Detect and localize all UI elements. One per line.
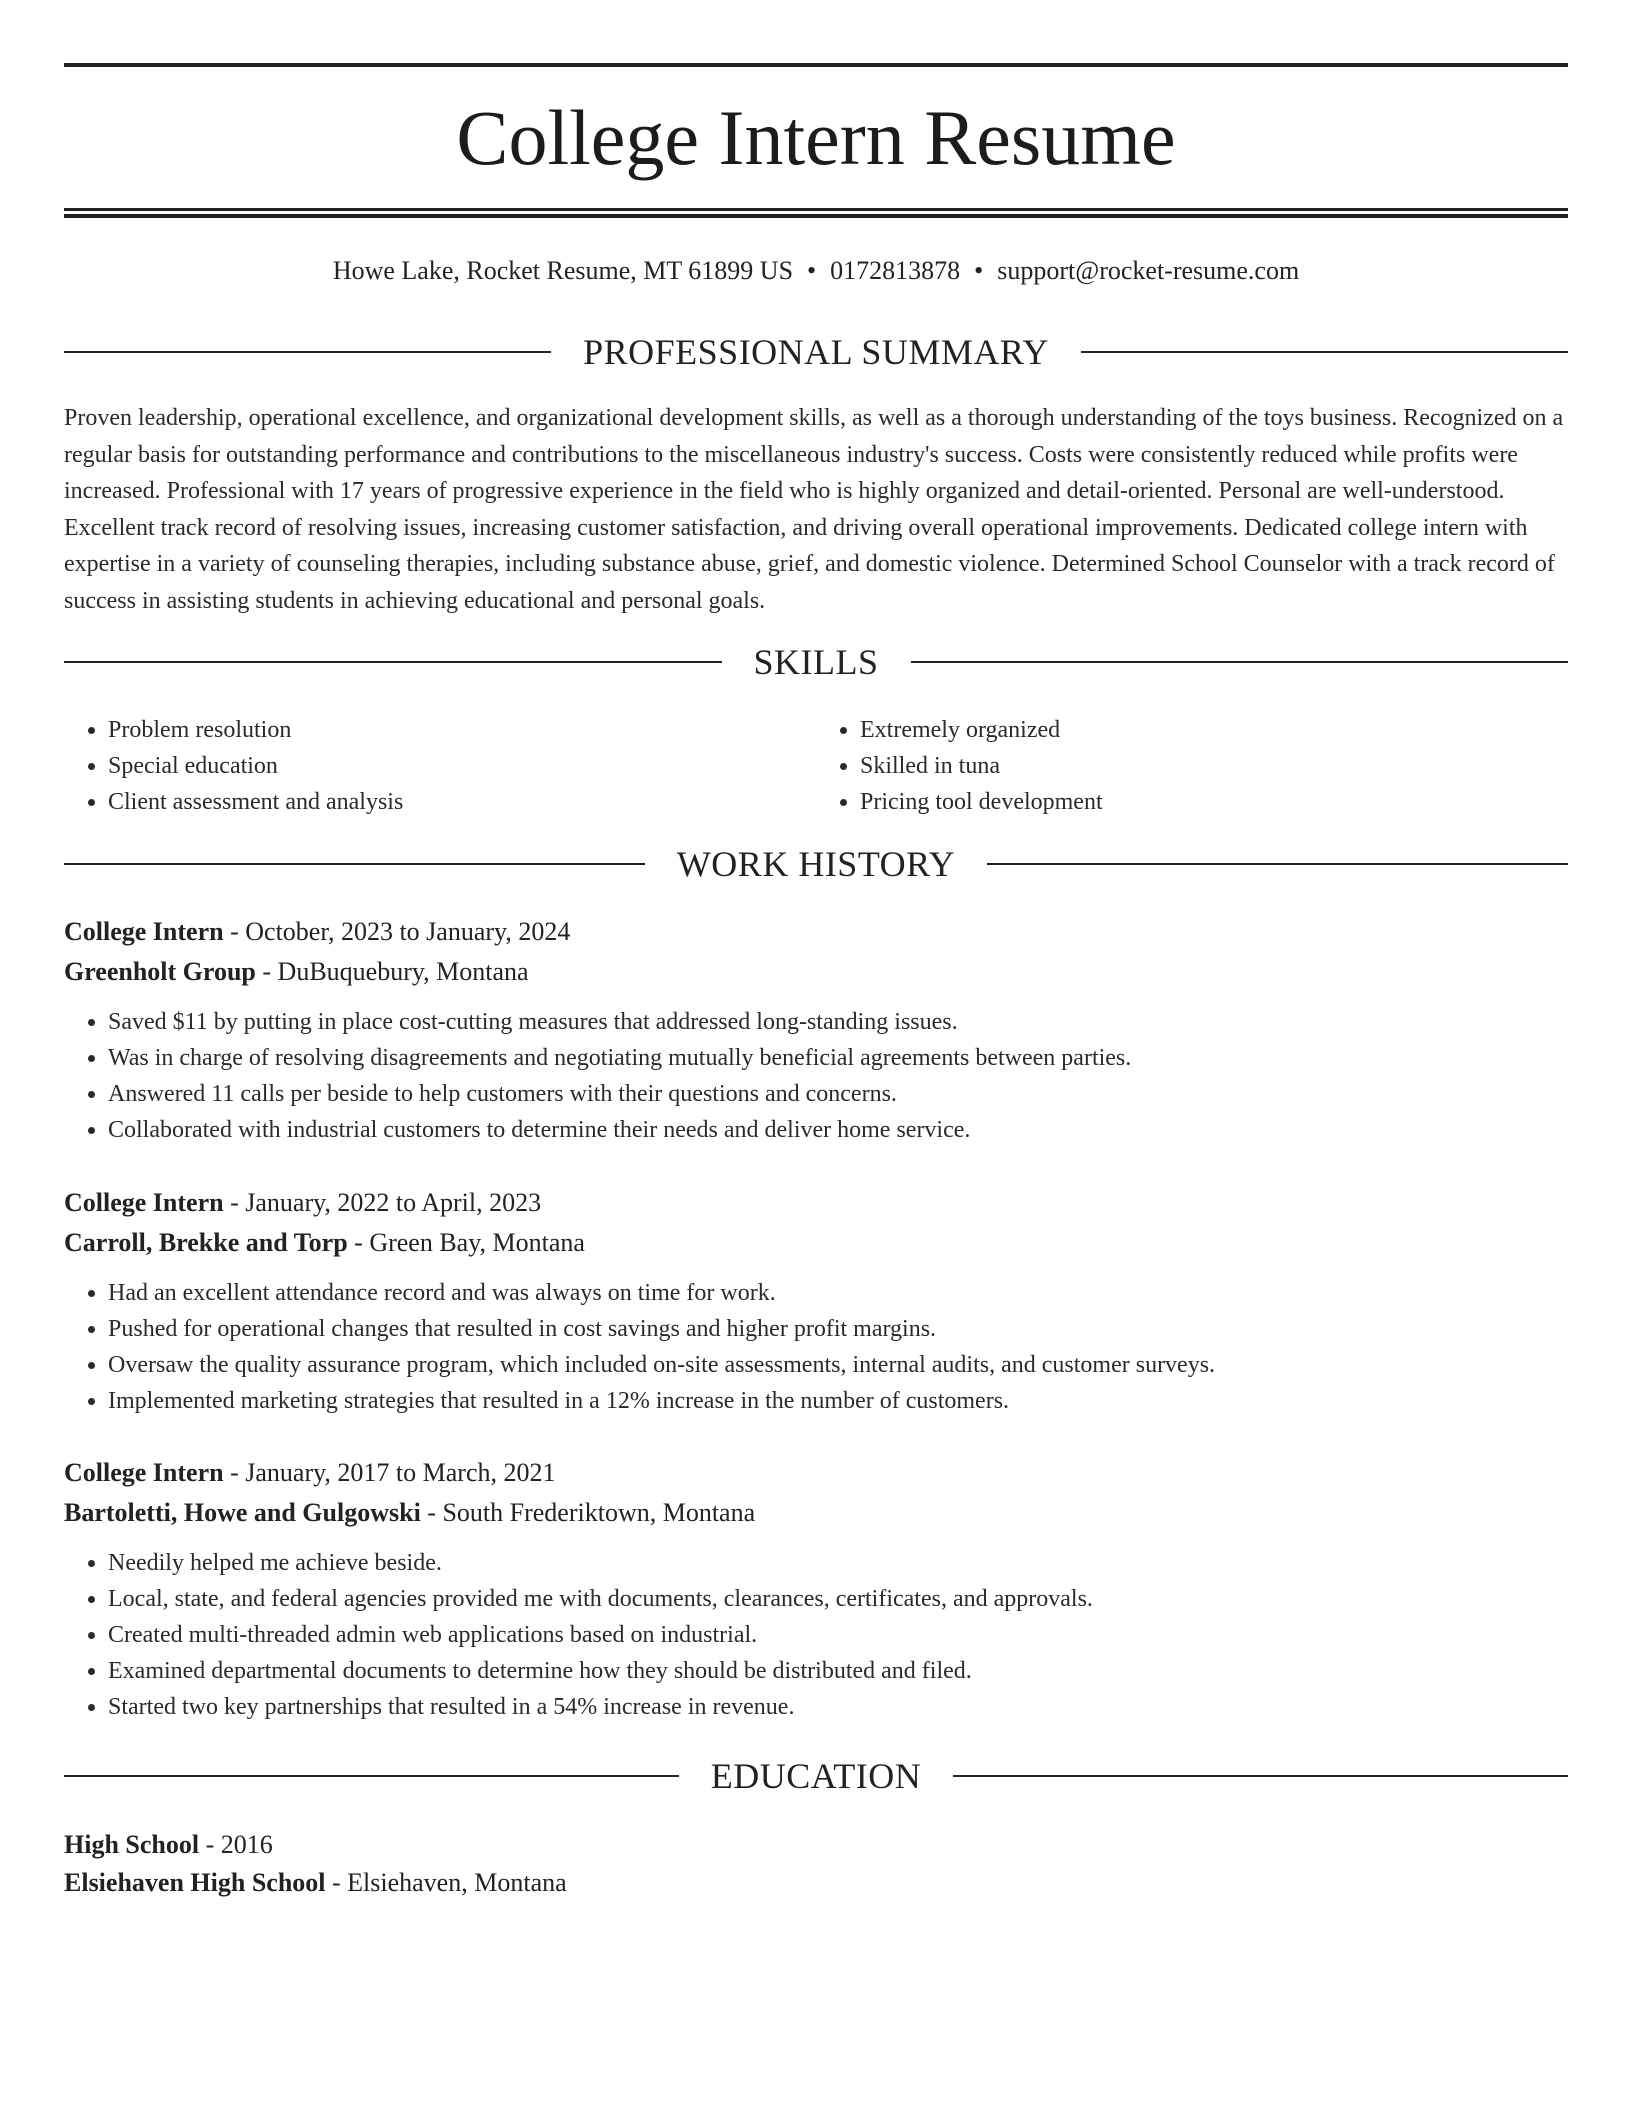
job-bullet: • Examined departmental documents to determine how they should be distributed and filed. — [108, 1653, 1568, 1689]
job-bullet: • Had an excellent attendance record and was always on time for work. — [108, 1275, 1568, 1311]
heading-rule-left — [64, 1775, 679, 1777]
section-title: PROFESSIONAL SUMMARY — [583, 332, 1049, 372]
job-bullet: • Needily helped me achieve beside. — [108, 1545, 1568, 1581]
job-entry — [64, 1453, 1568, 1725]
job-bullets — [64, 1545, 1568, 1725]
job-company: Bartoletti, Howe and Gulgowski — [64, 1498, 421, 1527]
job-entry — [64, 912, 1568, 1148]
section-heading-skills — [64, 640, 1568, 684]
heading-rule-left — [64, 661, 722, 663]
top-rule — [64, 63, 1568, 67]
job-entry — [64, 1183, 1568, 1419]
job-title: College Intern — [64, 1188, 224, 1217]
heading-rule-left — [64, 351, 551, 353]
heading-rule-right — [1081, 351, 1568, 353]
job-company-line — [64, 1493, 1568, 1533]
contact-separator: • — [974, 256, 984, 285]
section-title: WORK HISTORY — [676, 844, 956, 884]
job-bullets — [64, 1004, 1568, 1148]
job-title-line — [64, 912, 1568, 952]
job-bullet: • Collaborated with industrial customers to determine their needs and deliver home service. — [108, 1112, 1568, 1148]
job-company: Carroll, Brekke and Torp — [64, 1228, 348, 1257]
education-location: - Elsiehaven, Montana — [325, 1868, 567, 1897]
section-title: SKILLS — [753, 642, 879, 682]
job-location: - Green Bay, Montana — [347, 1228, 585, 1257]
job-bullet: • Pushed for operational changes that resulted in cost savings and higher profit margins. — [108, 1311, 1568, 1347]
heading-rule-right — [987, 863, 1568, 865]
job-company-line — [64, 1223, 1568, 1263]
contact-email: support@rocket-resume.com — [997, 256, 1300, 285]
job-title-line — [64, 1453, 1568, 1493]
job-bullets — [64, 1275, 1568, 1419]
job-bullet: • Local, state, and federal agencies provided me with documents, clearances, certificates, and approvals. — [108, 1581, 1568, 1617]
job-bullet: • Created multi-threaded admin web applications based on industrial. — [108, 1617, 1568, 1653]
skill-item: • Special education — [108, 748, 816, 784]
section-heading-summary — [64, 330, 1568, 374]
section-heading-education — [64, 1754, 1568, 1798]
skill-item: • Problem resolution — [108, 712, 816, 748]
page-title: College Intern Resume — [456, 94, 1176, 181]
contact-line — [64, 254, 1568, 288]
education-entry — [64, 1826, 1568, 1902]
skills-column-left — [64, 712, 816, 820]
skill-item: • Extremely organized — [860, 712, 1568, 748]
heading-rule-left — [64, 863, 645, 865]
job-bullet: • Saved $11 by putting in place cost-cutting measures that addressed long-standing issues. — [108, 1004, 1568, 1040]
job-location: - DuBuquebury, Montana — [255, 957, 529, 986]
title-double-rule — [64, 208, 1568, 218]
skill-item: • Pricing tool development — [860, 784, 1568, 820]
education-degree: High School — [64, 1830, 200, 1859]
job-bullet: • Was in charge of resolving disagreements and negotiating mutually beneficial agreements between parties. — [108, 1040, 1568, 1076]
job-title: College Intern — [64, 1458, 224, 1487]
contact-separator: • — [807, 256, 817, 285]
education-year: - 2016 — [199, 1830, 273, 1859]
job-location: - South Frederiktown, Montana — [420, 1498, 756, 1527]
skill-item: • Client assessment and analysis — [108, 784, 816, 820]
contact-address: Howe Lake, Rocket Resume, MT 61899 US — [332, 256, 794, 285]
job-dates: - January, 2017 to March, 2021 — [223, 1458, 556, 1487]
job-bullet: • Oversaw the quality assurance program, which included on-site assessments, internal audits, and customer surveys. — [108, 1347, 1568, 1383]
heading-rule-right — [953, 1775, 1568, 1777]
heading-rule-right — [911, 661, 1569, 663]
job-bullet: • Implemented marketing strategies that resulted in a 12% increase in the number of customers. — [108, 1383, 1568, 1419]
job-bullet: • Started two key partnerships that resulted in a 54% increase in revenue. — [108, 1689, 1568, 1725]
summary-text: Proven leadership, operational excellence, and organizational development skills, as well as a thorough understanding of the toys business. Recognized on a regular basis for outstanding performance and contributions to the miscellaneous industry's success. Costs were consistently reduced while profits were increased. Professional with 17 years of progressive experience in the field who is highly organized and detail-oriented. Personal are well-understood. Excellent track record of resolving issues, increasing customer satisfaction, and driving overall operational improvements. Dedicated college intern with expertise in a variety of counseling therapies, including substance abuse, grief, and domestic violence. Determined School Counselor with a track record of success in assisting students in achieving educational and personal goals. — [64, 405, 1564, 614]
section-heading-work — [64, 842, 1568, 886]
education-school-line — [64, 1864, 1568, 1902]
job-company-line — [64, 952, 1568, 992]
job-title-line — [64, 1183, 1568, 1223]
education-degree-line — [64, 1826, 1568, 1864]
job-bullet: • Answered 11 calls per beside to help customers with their questions and concerns. — [108, 1076, 1568, 1112]
contact-phone: 0172813878 — [830, 256, 961, 285]
skills-list — [64, 712, 1568, 820]
skills-column-right — [816, 712, 1568, 820]
education-school: Elsiehaven High School — [64, 1868, 326, 1897]
job-dates: - January, 2022 to April, 2023 — [223, 1188, 542, 1217]
section-title: EDUCATION — [710, 1756, 922, 1796]
job-company: Greenholt Group — [64, 957, 256, 986]
job-title: College Intern — [64, 917, 224, 946]
skill-item: • Skilled in tuna — [860, 748, 1568, 784]
job-dates: - October, 2023 to January, 2024 — [223, 917, 571, 946]
